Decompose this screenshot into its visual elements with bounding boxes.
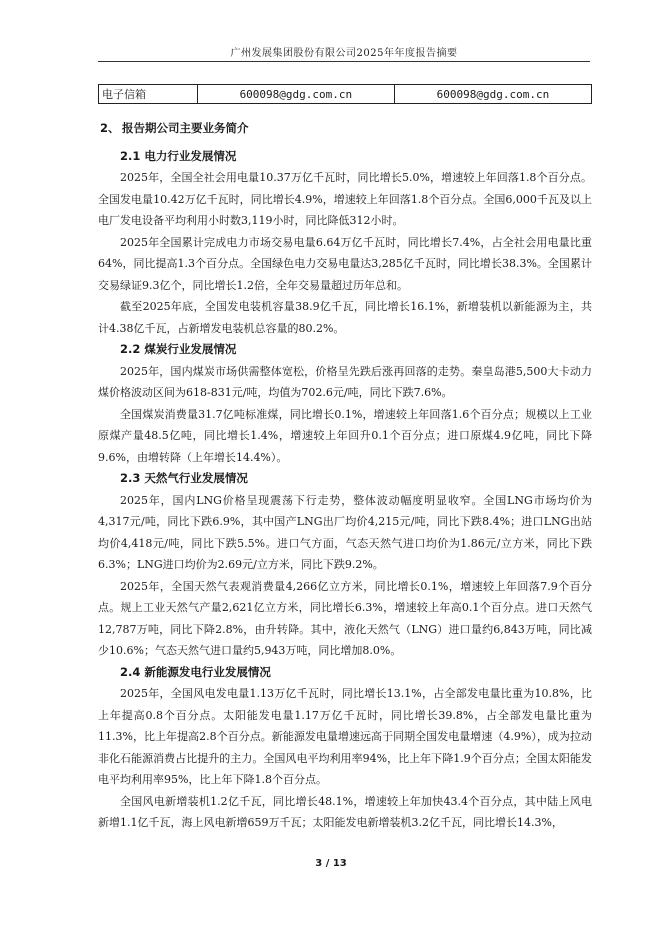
report-body: [98, 118, 592, 834]
table-row: [99, 85, 592, 104]
email-table: [98, 84, 592, 104]
paragraph: 2025年，全国全社会用电量10.37万亿千瓦时，同比增长5.0%，增速较上年回落1.8个百分点。全国发电量10.42万亿千瓦时，同比增长4.9%，增速较上年回落1.8个百分点。全国6,000千瓦及以上电厂发电设备平均利用小时数3,119小时，同比降低312小时。: [98, 171, 592, 227]
paragraph: 2025年，国内LNG价格呈现震荡下行走势，整体波动幅度明显收窄。全国LNG市场均价为4,317元/吨，同比下跌6.9%，其中国产LNG出厂均价4,215元/吨，同比下跌8.4%；进口LNG出站均价4,418元/吨，同比下跌5.5%。进口气方面，气态天然气进口均价为1.86元/立方米，同比下跌6.3%；LNG进口均价为2.69元/立方米，同比下跌9.2%。: [98, 493, 592, 571]
header-divider: [98, 61, 590, 62]
paragraph: 2025年全国累计完成电力市场交易电量6.64万亿千瓦时，同比增长7.4%，占全社会用电量比重64%，同比提高1.3个百分点。全国绿色电力交易电量达3,285亿千瓦时，同比增长38.3%。全国累计交易绿证9.3亿个，同比增长1.2倍，全年交易量超过历年总和。: [98, 235, 592, 292]
paragraph: 2025年，国内煤炭市场供需整体宽松，价格呈先跌后涨再回落的走势。秦皇岛港5,500大卡动力煤价格波动区间为618-831元/吨，均值为702.6元/吨，同比下跌7.6%。: [98, 364, 592, 399]
section-title: 报告期公司主要业务简介: [122, 121, 249, 135]
paragraph: 2025年，全国天然气表观消费量4,266亿立方米，同比增长0.1%，增速较上年回落7.9个百分点。规上工业天然气产量2,621亿立方米，同比增长6.3%，增速较上年高0.1个百分点。进口天然气12,787万吨，同比下降2.8%，由升转降。其中，液化天然气（LNG）进口量约6,843万吨，同比减少10.6%；气态天然气进口量约5,943万吨，同比增加8.0%。: [98, 579, 592, 657]
subsection-heading-gas: 2.3 天然气行业发展情况: [120, 471, 248, 485]
page-header: 广州发展集团股份有限公司2025年年度报告摘要: [230, 48, 458, 59]
page-number: 3 / 13: [315, 858, 347, 869]
paragraph: 截至2025年底，全国发电装机容量38.9亿千瓦，同比增长16.1%，新增装机以新能源为主，共计4.38亿千瓦，占新增发电装机总容量的80.2%。: [98, 300, 592, 335]
section-heading: [98, 118, 592, 140]
paragraph: 全国煤炭消费量31.7亿吨标准煤，同比增长0.1%，增速较上年回落1.6个百分点；规模以上工业原煤产量48.5亿吨，同比增长1.4%，增速较上年回升0.1个百分点；进口原煤4.9亿吨，同比下降9.6%，由增转降（上年增长14.4%）。: [98, 407, 592, 464]
email-label: 电子信箱: [99, 85, 198, 104]
email-value-secretary: 600098@gdg.com.cn: [197, 85, 394, 104]
subsection-heading-renewables: 2.4 新能源发电行业发展情况: [120, 664, 271, 679]
email-value-representative: 600098@gdg.com.cn: [394, 85, 591, 104]
section-number: 2、: [100, 121, 120, 135]
subsection-heading-power: 2.1 电力行业发展情况: [120, 148, 237, 163]
paragraph: 2025年，全国风电发电量1.13万亿千瓦时，同比增长13.1%，占全部发电量比重为10.8%，比上年提高0.8个百分点。太阳能发电量1.17万亿千瓦时，同比增长39.8%，占全部发电量比重为11.3%，比上年提高2.8个百分点。新能源发电量增速远高于同期全国发电量增速（4.9%），成为拉动非化石能源消费占比提升的主力。全国风电平均利用率94%，比上年下降1.9个百分点；全国太阳能发电平均利用率95%，比上年下降1.8个百分点。: [98, 687, 592, 786]
subsection-heading-coal: 2.2 煤炭行业发展情况: [120, 342, 237, 356]
paragraph: 全国风电新增装机1.2亿千瓦，同比增长48.1%，增速较上年加快43.4个百分点，其中陆上风电新增1.1亿千瓦，海上风电新增659万千瓦；太阳能发电新增装机3.2亿千瓦，同比增长14.3%，: [98, 794, 592, 829]
